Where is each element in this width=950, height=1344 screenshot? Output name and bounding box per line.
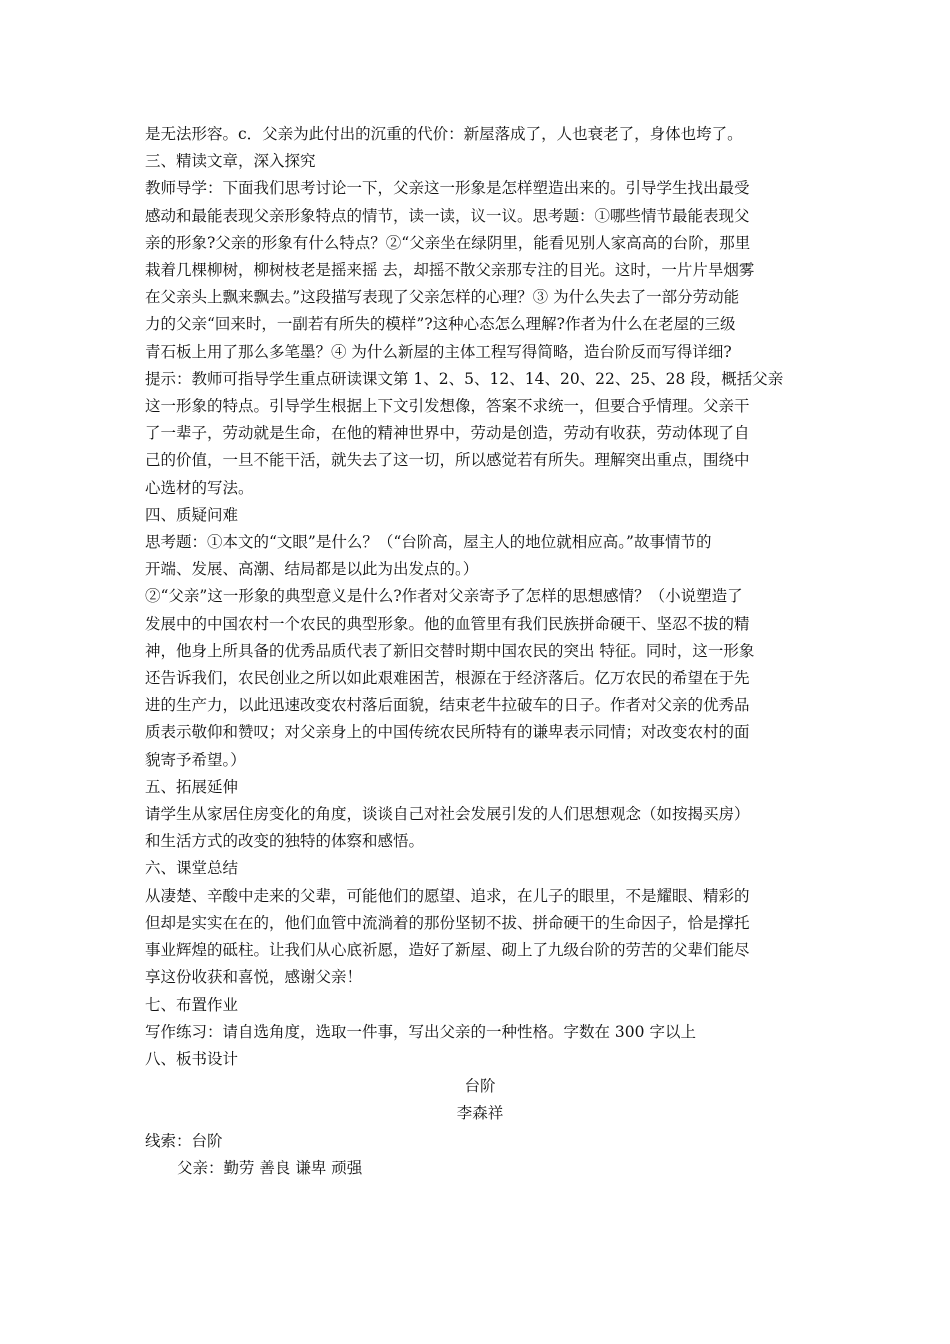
paragraph-line: 思考题：①本文的“文眼”是什么？（“台阶高，屋主人的地位就相应高。”故事情节的 [145,533,712,552]
paragraph-line: 在父亲头上飘来飘去。”这段描写表现了父亲怎样的心理？③ 为什么失去了一部分劳动能 [145,288,740,307]
paragraph-line: 貌寄予希望。） [145,750,246,769]
paragraph-line: 亲的形象?父亲的形象有什么特点？②“父亲坐在绿阴里，能看见别人家高高的台阶，那里 [145,233,751,252]
board-detail-line: 父亲：勤劳 善良 谦卑 顽强 [177,1158,363,1177]
paragraph-line: 这一形象的特点。引导学生根据上下文引发想像，答案不求统一，但要合乎情理。父亲干 [145,397,750,416]
paragraph-line: 了一辈子，劳动就是生命，在他的精神世界中，劳动是创造，劳动有收获，劳动体现了自 [145,424,750,443]
paragraph-line: 事业辉煌的砥柱。让我们从心底祈愿，造好了新屋、砌上了九级台阶的劳苦的父辈们能尽 [145,941,750,960]
section-heading: 五、拓展延伸 [145,777,239,796]
paragraph-line: 力的父亲“回来时，一副若有所失的模样”?这种心态怎么理解?作者为什么在老屋的三级 [145,315,736,334]
paragraph-line: 享这份收获和喜悦，感谢父亲！ [145,968,363,987]
paragraph-line: 和生活方式的改变的独特的体察和感悟。 [145,832,425,851]
paragraph-line: 青石板上用了那么多笔墨？④ 为什么新屋的主体工程写得简略，造台阶反而写得详细? [145,342,732,361]
section-heading: 三、精读文章，深入探究 [145,152,316,171]
section-heading: 六、课堂总结 [145,859,239,878]
paragraph-line: 但却是实实在在的，他们血管中流淌着的那份坚韧不拔、拼命硬干的生命因子，恰是撑托 [145,913,750,932]
paragraph-line: 感动和最能表现父亲形象特点的情节，读一读，议一议。思考题：①哪些情节最能表现父 [145,206,750,225]
paragraph-line: 心选材的写法。 [145,478,254,497]
paragraph-line: ②“父亲”这一形象的典型意义是什么?作者对父亲寄予了怎样的思想感情？（小说塑造了 [145,587,743,606]
paragraph-line: 发展中的中国农村一个农民的典型形象。他的血管里有我们民族拼命硬干、坚忍不拔的精 [145,614,750,633]
section-heading: 四、质疑问难 [145,505,239,524]
paragraph-line: 写作练习：请自选角度，选取一件事，写出父亲的一种性格。字数在 300 字以上 [145,1022,696,1041]
paragraph-line: 教师导学：下面我们思考讨论一下，父亲这一形象是怎样塑造出来的。引导学生找出最受 [145,179,750,198]
paragraph-line: 进的生产力，以此迅速改变农村落后面貌，结束老牛拉破车的日子。作者对父亲的优秀品 [145,696,750,715]
section-heading: 八、板书设计 [145,1049,239,1068]
paragraph-line: 质表示敬仰和赞叹；对父亲身上的中国传统农民所特有的谦卑表示同情；对改变农村的面 [145,723,750,742]
paragraph-line: 线索：台阶 [145,1131,223,1150]
board-title-line: 台阶 [464,1077,496,1096]
paragraph-line: 己的价值，一旦不能干活，就失去了这一切，所以感觉若有所失。理解突出重点，围绕中 [145,451,750,470]
paragraph-line: 是无法形容。c．父亲为此付出的沉重的代价：新屋落成了，人也衰老了，身体也垮了。 [145,125,743,143]
paragraph-line: 从凄楚、辛酸中走来的父辈，可能他们的愿望、追求，在儿子的眼里，不是耀眼、精彩的 [145,886,750,905]
paragraph-line: 开端、发展、高潮、结局都是以此为出发点的。） [145,560,479,579]
paragraph-line: 请学生从家居住房变化的角度，谈谈自己对社会发展引发的人们思想观念（如按揭买房） [145,805,750,824]
section-heading: 七、布置作业 [145,995,239,1014]
paragraph-line: 神，他身上所具备的优秀品质代表了新旧交替时期中国农民的突出 特征。同时，这一形象 [145,641,755,660]
paragraph-line: 提示：教师可指导学生重点研读课文第 1、2、5、12、14、20、22、25、28 段，概括父亲 [145,369,784,388]
board-title-line: 李森祥 [456,1104,504,1123]
paragraph-line: 还告诉我们，农民创业之所以如此艰难困苦，根源在于经济落后。亿万农民的希望在于先 [145,669,750,688]
document-page [145,121,815,1182]
paragraph-line: 栽着几棵柳树，柳树枝老是摇来摇 去，却摇不散父亲那专注的目光。这时，一片片旱烟雾 [145,261,755,280]
